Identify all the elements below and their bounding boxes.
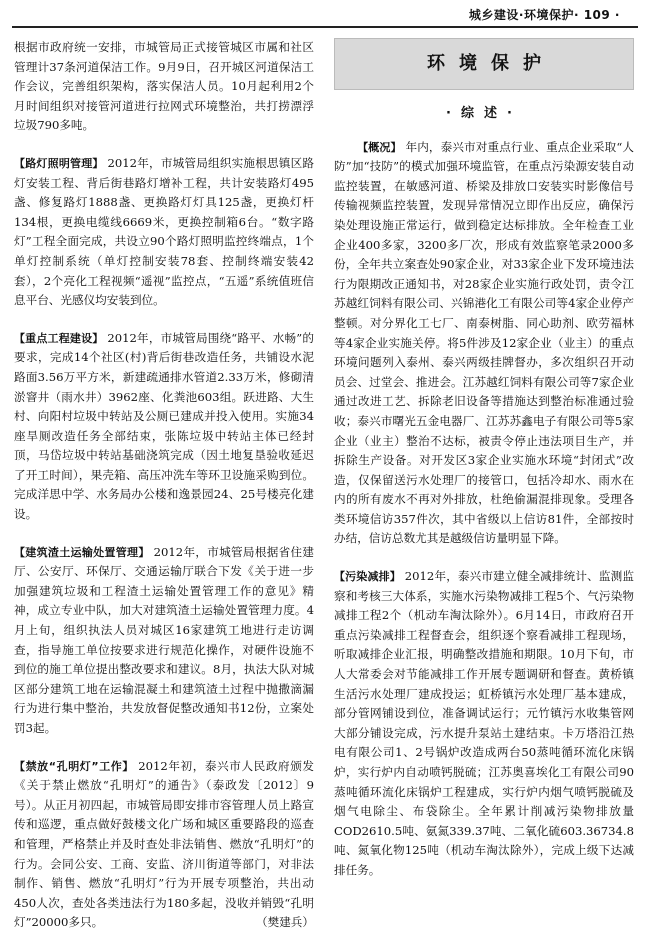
section-tag: 【污染减排】 (334, 570, 401, 584)
intro-paragraph: 根据市政府统一安排，市城管局正式接管城区市属和社区管理计37条河道保洁工作。9月9日，召开城区河道保洁工作会议，完善组织架构，落实保洁人员。10月起利用2个月时间组织对接管河道进行拉网式环境整治，共打捞漂浮垃圾790多吨。 (14, 40, 314, 133)
page-header (0, 0, 650, 26)
section-overview (334, 138, 634, 549)
section-body: 年内，泰兴市对重点行业、重点企业采取“人防”加“技防”的模式加强环境监管，在重点污染源安装自动监控装置，在敏感河道、桥梁及排放口安装实时影像信号传输视频监控装置，发现异常情况立即作出反应，确保污染处理设施正常运行，做到稳定达标排放。全年检查工业企业400多家，3200多厂次，形成有效监察笔录2000多份，全年共立案查处90家企业，对33家企业下发环境违法行为限期改正通知书，对28家企业实施行政处罚，责令江苏越红饲料有限公司、兴锦港化工有限公司等4家企业停产整顿。对分界化工七厂、南泰树脂、同心助剂、欧劳福林等4家企业实施关停。将5件涉及12家企业（业主）的重点环境问题列入泰州、泰兴两级挂牌督办，多次组织召开动员会、过堂会、推进会。江苏越红饲料有限公司等7家企业通过改进工艺、拆除老旧设备等措施达到整治标准通过验收；泰兴市曙光五金电器厂、江苏苏鑫电子有限公司等5家企业（业主）整治不达标，被责令停止违法项目生产，并拆除生产设备。对开发区3家企业实施水环境“封闭式”改造，仅保留送污水处理厂的接管口，包括冷却水、雨水在内的所有废水不再对外排放，杜绝偷漏混排现象。受理各类环境信访357件次，其中省级以上信访81件，全部按时办结，信访总数尤其是越级信访量明显下降。 (334, 139, 634, 546)
author-signature: （樊建兵） (256, 915, 314, 930)
section-emission-reduction (334, 567, 634, 881)
section-tag: 【建筑渣土运输处置管理】 (14, 545, 150, 559)
section-body: 2012年，市城管局围绕“路平、水畅”的要求，完成14个社区(村)背后街巷改造任务，共铺设水泥路面3.56万平方米，新建疏通排水管道2.33万米，修砌清淤窨井（雨水井）3962座、化粪池603组。跃进路、大生村、向阳村垃圾中转站及公厕已建成并投入使用。实施34座旱厕改造任务全部结束，张陈垃圾中转站主体已经封顶，马岱垃圾中转站基础浇筑完成（因土地复垦验收延迟了开工时间），果壳箱、高压冲洗车等环卫设施采购到位。完成洋思中学、水务局办公楼和逸景园24、25号楼亮化建设。 (14, 330, 314, 522)
right-column (334, 38, 634, 881)
header-rule (12, 26, 638, 28)
section-body: 2012年，市城管局组织实施根思镇区路灯安装工程、背后街巷路灯增补工程，共计安装路灯495盏、修复路灯1888盏、更换路灯灯具125盏，更换灯杆134根，更换电缆线6669米，更换控制箱6台。“数字路灯”工程全面完成，共设立90个路灯照明监控终端点，1个单灯控制系统（单灯控制安装78套、控制终端安装42套），2个亮化工程视频“遥视”监控点，“五遥”系统值班信息平台、光感仪均安装到位。 (14, 155, 315, 308)
section-sky-lantern-ban (14, 757, 314, 933)
section-tag: 【概况】 (357, 140, 402, 154)
running-title: 城乡建设·环境保护· 109 · (468, 8, 620, 22)
section-body: 2012年，市城管局根据省住建厅、公安厅、环保厅、交通运输厅联合下发《关于进一步加强建筑垃圾和工程渣土运输处置管理工作的意见》精神，成立专业中队，加大对建筑渣土运输处置管理力度。4月上旬，组织执法人员对城区16家建筑工地进行走访调查，指导施工单位按要求进行规范化操作，对硬件设施不到位的施工单位提出整改要求和建议。8月，执法大队对城区部分建筑工地在运输混凝土和建筑渣土过程中抛撒滴漏行为进行集中整治，共发放督促整改通知书12份，立案处罚3起。 (14, 544, 315, 735)
section-tag: 【路灯照明管理】 (14, 156, 104, 170)
section-body: 2012年，泰兴市建立健全减排统计、监测监察和考核三大体系，实施水污染物减排工程5个、气污染物减排工程2个（机动车淘汰除外）。6月14日，市政府召开重点污染减排工程督查会，组织逐个察看减排工程现场，听取减排企业汇报，明确整改措施和期限。10月下旬，市人大常委会对节能减排工作开展专题调研和督查。黄桥镇生活污水处理厂建成投运；虹桥镇污水处理厂基本建成，部分管网铺设到位，准备调试运行；元竹镇污水收集管网大部分铺设完成，污水提升泵站土建结束。卡万塔沿江热电有限公司1、2号锅炉改造成两台50蒸吨循环流化床锅炉，实行炉内自动喷钙脱硫；江苏奥喜埃化工有限公司90蒸吨循环流化床锅炉工程建成，实行炉内烟气喷钙脱硫及烟气电除尘、布袋除尘。全年累计削减污染物排放量COD2610.5吨、氨氮339.37吨、二氧化硫603.36734.8吨、氮氧化物125吨（机动车淘汰除外），完成上级下达减排任务。 (334, 569, 635, 877)
section-key-projects (14, 329, 314, 525)
chapter-title: 环境保护 (427, 53, 555, 75)
chapter-title-box (334, 38, 634, 90)
section-body: 2012年初，泰兴市人民政府颁发《关于禁止燃放“孔明灯”的通告》（泰政发〔2012〕9号）。从正月初四起，市城管局即安排市容管理人员上路宣传和巡逻，重点做好鼓楼文化广场和城区重要路段的巡查和管理，严格禁止并及时查处非法销售、燃放“孔明灯”的行为。会同公安、工商、安监、济川街道等部门，对非法制作、销售、燃放“孔明灯”行为开展专项整治，共出动450人次，查处各类违法行为180多起，没收并销毁“孔明灯”20000多只。 (14, 758, 314, 930)
section-construction-waste (14, 543, 314, 739)
section-tag: 【重点工程建设】 (14, 331, 104, 345)
section-tag: 【禁放“孔明灯”工作】 (14, 759, 134, 773)
left-column (14, 38, 314, 933)
section-subtitle: ·综述· (446, 106, 522, 121)
section-street-lighting (14, 154, 314, 311)
